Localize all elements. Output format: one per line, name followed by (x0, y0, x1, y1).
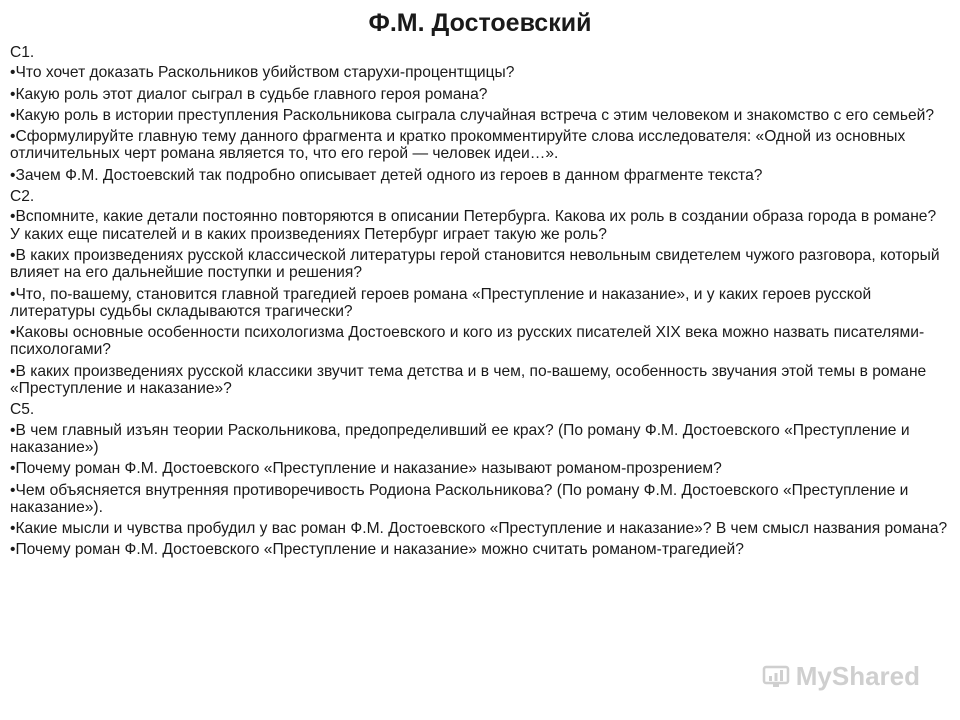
watermark (762, 661, 920, 692)
list-item: • В чем главный изъян теории Раскольникова, предопределивший ее крах? (По роману Ф.М. Достоевского «Преступление и наказание») (10, 422, 948, 457)
list-item: • Вспомните, какие детали постоянно повторяются в описании Петербурга. Какова их роль в создании образа города в романе? У каких еще писателей и в каких произведениях Петербург играет такую же роль? (10, 208, 948, 243)
list-item: • Какую роль в истории преступления Раскольникова сыграла случайная встреча с этим человеком и знакомство с его семьей? (10, 107, 948, 124)
list-item: • Что, по-вашему, становится главной трагедией героев романа «Преступление и наказание», и у каких героев русской литературы судьбы складываются трагически? (10, 286, 948, 321)
list-item: • Зачем Ф.М. Достоевский так подробно описывает детей одного из героев в данном фрагменте текста? (10, 167, 948, 184)
list-item: • Сформулируйте главную тему данного фрагмента и кратко прокомментируйте слова исследователя: «Одной из основных отличительных черт романа является то, что его герой — человек идеи…». (10, 128, 948, 163)
mysharedlogo-icon (762, 663, 790, 691)
watermark-text: MyShared (795, 661, 920, 691)
list-item: • Почему роман Ф.М. Достоевского «Преступление и наказание» можно считать романом-трагедией? (10, 541, 948, 558)
list-item: • Чем объясняется внутренняя противоречивость Родиона Раскольникова? (По роману Ф.М. Достоевского «Преступление и наказание»). (10, 482, 948, 517)
list-item: • Какую роль этот диалог сыграл в судьбе главного героя романа? (10, 86, 948, 103)
list-item: • Что хочет доказать Раскольников убийством старухи-процентщицы? (10, 64, 948, 81)
list-item: • В каких произведениях русской классики звучит тема детства и в чем, по-вашему, особенность звучания этой темы в романе «Преступление и наказание»? (10, 363, 948, 398)
list-item: • Какие мысли и чувства пробудил у вас роман Ф.М. Достоевского «Преступление и наказание»? В чем смысл названия романа? (10, 520, 948, 537)
list-item: • Каковы основные особенности психологизма Достоевского и кого из русских писателей XIX века можно назвать писателями-психологами? (10, 324, 948, 359)
section-label-c2: С2. (10, 188, 35, 206)
list-item: • Почему роман Ф.М. Достоевского «Преступление и наказание» называют романом-прозрением? (10, 460, 948, 477)
page-title: Ф.М. Достоевский (368, 9, 592, 37)
question-list (10, 44, 948, 563)
list-item: • В каких произведениях русской классической литературы герой становится невольным свидетелем чужого разговора, который влияет на его дальнейшие поступки и решения? (10, 247, 948, 282)
section-label-c1: С1. (10, 44, 35, 61)
section-label-c5: С5. (10, 401, 35, 419)
